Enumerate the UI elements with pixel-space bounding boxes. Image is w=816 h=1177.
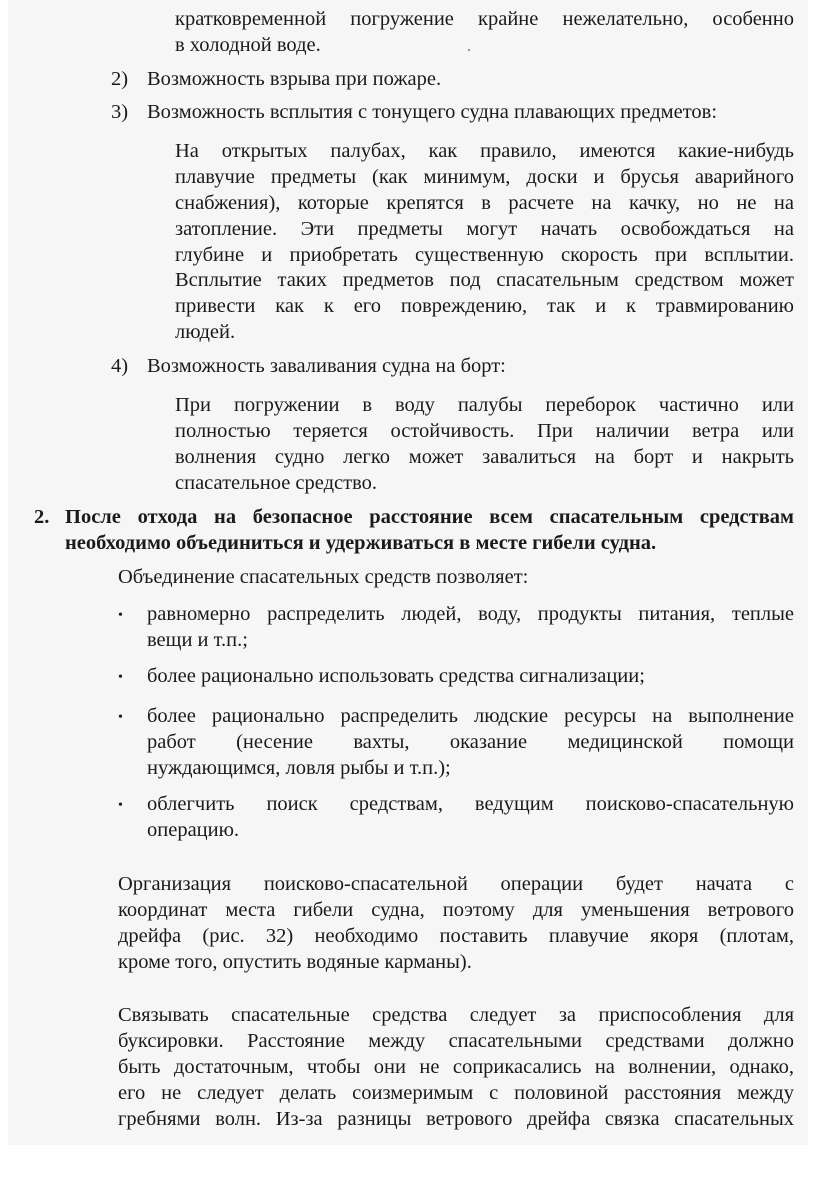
list-item-4-text: Возможность заваливания судна на борт: — [147, 355, 506, 377]
continuation-line-2: в холодной воде. — [175, 34, 321, 56]
paragraph-line: дрейфа (рис. 32) необходимо поставить плавучие якоря (плотам, — [118, 925, 794, 947]
detail-line: глубине и приобретать существенную скорость при всплытии. — [175, 244, 794, 266]
detail-line: Всплытие таких предметов под спасательным средством может — [175, 269, 794, 291]
detail-line: полностью теряется остойчивость. При наличии ветра или — [175, 420, 794, 442]
section-heading-line-2: необходимо объединиться и удерживаться в месте гибели судна. — [65, 532, 657, 554]
paragraph-line: быть достаточным, чтобы они не соприкасались на волнении, однако, — [118, 1056, 794, 1078]
paragraph-line: кроме того, опустить водяные карманы). — [118, 951, 472, 973]
bullet-3-line-2: работ (несение вахты, оказание медицинской помощи — [147, 731, 794, 753]
section-heading-line-1: После отхода на безопасное расстояние всем спасательным средствам — [65, 506, 794, 528]
detail-line: При погружении в воду палубы переборок частично или — [175, 394, 794, 416]
detail-line: плавучие предметы (как минимум, доски и брусья аварийного — [175, 166, 794, 188]
bullet-3-line-3: нуждающимся, ловля рыбы и т.п.); — [147, 757, 451, 779]
paragraph-line: Связывать спасательные средства следует за приспособления для — [118, 1004, 794, 1026]
list-item-3-text: Возможность всплытия с тонущего судна плавающих предметов: — [147, 101, 718, 123]
section-intro: Объединение спасательных средств позволяет: — [118, 566, 529, 588]
bullet-marker: • — [118, 710, 123, 725]
scan-speck — [468, 49, 470, 51]
paragraph-line: его не следует делать соизмеримым с половиной расстояния между — [118, 1082, 794, 1104]
list-item-2-text: Возможность взрыва при пожаре. — [147, 68, 442, 90]
list-number-4: 4) — [111, 355, 129, 377]
list-number-3: 3) — [111, 101, 129, 123]
bullet-4-line-1: облегчить поиск средствам, ведущим поисково-спасательную — [147, 793, 794, 815]
bullet-marker: • — [118, 798, 123, 813]
paragraph-line: Организация поисково-спасательной операции будет начата с — [118, 873, 794, 895]
list-number-2: 2) — [111, 68, 129, 90]
bullet-1-line-1: равномерно распределить людей, воду, продукты питания, теплые — [147, 603, 794, 625]
bullet-marker: • — [118, 608, 123, 623]
detail-line: На открытых палубах, как правило, имеются какие-нибудь — [175, 140, 794, 162]
detail-line: спасательное средство. — [175, 472, 377, 494]
paragraph-line: координат места гибели судна, поэтому для уменьшения ветрового — [118, 899, 794, 921]
bullet-marker: • — [118, 670, 123, 685]
paragraph-line: гребнями волн. Из-за разницы ветрового дрейфа связка спасательных — [118, 1108, 794, 1130]
bullet-4-line-2: операцию. — [147, 819, 240, 841]
continuation-line-1: кратковременной погружение крайне нежелательно, особенно — [175, 8, 794, 30]
paragraph-line: буксировки. Расстояние между спасательными средствами должно — [118, 1030, 794, 1052]
detail-line: волнения судно легко может завалиться на борт и накрыть — [175, 446, 794, 468]
section-number: 2. — [34, 506, 50, 528]
bullet-3-line-1: более рационально распределить людские ресурсы на выполнение — [147, 705, 794, 727]
detail-line: привести как к его повреждению, так и к травмированию — [175, 295, 794, 317]
detail-line: затопление. Эти предметы могут начать освобождаться на — [175, 218, 794, 240]
detail-line: снабжения), которые крепятся в расчете на качку, но не на — [175, 192, 794, 214]
detail-line: людей. — [175, 321, 236, 343]
document-page — [8, 0, 808, 1145]
bullet-1-line-2: вещи и т.п.; — [147, 629, 248, 651]
bullet-2-line-1: более рационально использовать средства сигнализации; — [147, 665, 645, 687]
